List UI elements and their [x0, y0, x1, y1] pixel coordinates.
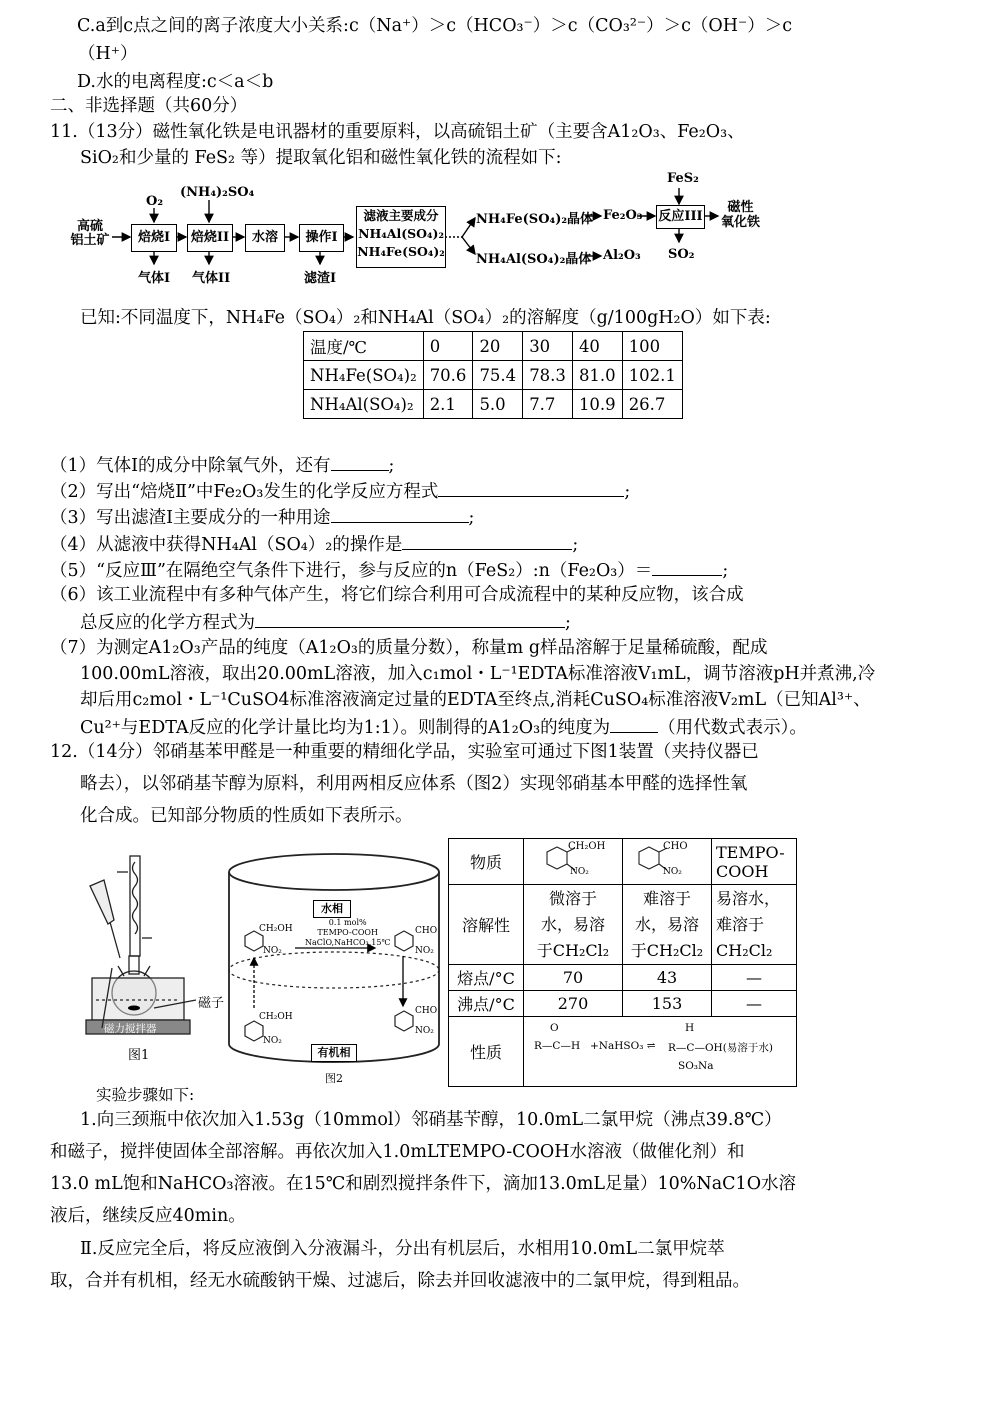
table-row [449, 839, 797, 885]
q11-intro-line1: 11.（13分）磁性氧化铁是电讯器材的重要原料，以高硫铝土矿（主要含A1₂O₃、Fe₂O₃、 [50, 122, 745, 142]
question-6-line2: 总反应的化学方程式为 ; [80, 609, 571, 635]
question-2: （2）写出“焙烧Ⅱ”中Fe₂O₃发生的化学反应方程式 ; [50, 478, 630, 504]
product-note: OH(易溶于水) [704, 1041, 773, 1054]
table-row [304, 361, 683, 390]
q5-text: （5）“反应Ⅲ”在隔绝空气条件下进行，参与反应的n（FeS₂）:n（Fe₂O₃）＝ [50, 561, 653, 581]
table-cell: NH₄Fe(SO₄)₂ [304, 361, 424, 390]
r-label: R [668, 1041, 676, 1054]
o2-label: O₂ [146, 194, 164, 209]
known-solubility-text: 已知:不同温度下，NH₄Fe（SO₄）₂和NH₄Al（SO₄）₂的溶解度（g/100gH₂O）如下表: [80, 308, 771, 328]
table-cell: 270 [524, 991, 623, 1017]
so3na-label: SO₃Na [678, 1059, 714, 1072]
cell-line: 水，易溶 [540, 914, 605, 934]
table-cell: 30 [523, 332, 573, 361]
step2-line2: 取，合并有机相，经无水硫酸钠干燥、过滤后，除去并回收滤液中的二氯甲烷，得到粗品。 [50, 1271, 750, 1291]
steps-title: 实验步骤如下: [96, 1086, 195, 1104]
step1-line2: 和磁子，搅拌使固体全部溶解。再依次加入1.0mLTEMPO-COOH水溶液（做催化剂）和 [50, 1142, 745, 1162]
q12-intro-line2: 略去），以邻硝基苄醇为原料，利用两相反应体系（图2）实现邻硝基本甲醛的选择性氧 [80, 774, 748, 794]
table-cell: 81.0 [572, 361, 622, 390]
r-label: R [534, 1039, 542, 1052]
option-c-line1: C.a到c点之间的离子浓度大小关系:c（Na⁺）＞c（HCO₃⁻）＞c（CO₃²⁻）＞c（OH⁻）＞c [77, 16, 793, 36]
fe2o3-label: Fe₂O₃ [603, 208, 643, 223]
table-cell: — [712, 965, 797, 991]
no2-top-right: NO₂ [415, 946, 434, 956]
filtrate-title: 滤液主要成分 [363, 208, 439, 223]
q3-text: （3）写出滤渣Ⅰ主要成分的一种用途 [50, 508, 331, 528]
cond-line2: TEMPO-COOH [317, 928, 378, 937]
product-center: R—C—OH(易溶于水) [668, 1041, 773, 1054]
raw-line1: 高硫 [76, 219, 103, 234]
table-cell: NH₄Al(SO₄)₂ [304, 390, 424, 419]
residue1-label: 滤渣I [304, 271, 337, 286]
fes2-label: FeS₂ [667, 171, 699, 186]
no2-top-left: NO₂ [263, 946, 282, 956]
r-group: R—C—H [534, 1039, 581, 1052]
question-4: （4）从滤液中获得NH₄Al（SO₄）₂的操作是 ; [50, 531, 578, 557]
option-c-line2: （H⁺） [78, 44, 138, 64]
filtrate-al: NH₄Al(SO₄)₂ [358, 226, 444, 241]
question-7-line4 [80, 714, 807, 740]
reaction3-box: 反应III [656, 205, 705, 229]
step1-line3: 13.0 mL饱和NaHCO₃溶液。在15℃和剧烈搅拌条件下，滴加13.0mL足量）10%NaC1O水溶 [50, 1174, 797, 1194]
al2o3-label: Al₂O₃ [603, 248, 641, 263]
table-cell: 40 [572, 332, 622, 361]
table-cell [524, 1017, 797, 1087]
roast1-box: 焙烧I [131, 224, 177, 252]
oxygen-label: O [550, 1021, 559, 1034]
figure1-apparatus [72, 848, 232, 1063]
cell-line: 微溶于 [548, 888, 597, 908]
question-7-line2: 100.00mL溶液，取出20.00mL溶液，加入c₁mol・L⁻¹EDTA标准溶液V₁mL，调节溶液pH并煮沸,冷 [80, 664, 876, 684]
q11-intro-line2: SiO₂和少量的 FeS₂ 等）提取氧化铝和磁性氧化铁的流程如下: [80, 148, 562, 168]
table-cell: 70 [524, 965, 623, 991]
cell-line: 于CH₂Cl₂ [630, 940, 704, 960]
answer-blank[interactable] [438, 478, 624, 497]
cell-line: 于CH₂Cl₂ [536, 940, 610, 960]
ammonium-sulfate-label: (NH₄)₂SO₄ [180, 185, 255, 200]
table-row [304, 390, 683, 419]
question-3: （3）写出滤渣Ⅰ主要成分的一种用途 ; [50, 504, 474, 530]
raw-line2: 铝土矿 [70, 233, 110, 248]
operation1-box: 操作I [299, 224, 344, 252]
table-cell [623, 839, 712, 885]
answer-blank[interactable] [652, 557, 722, 576]
no2-bottom-right: NO₂ [415, 1026, 434, 1036]
q4-text: （4）从滤液中获得NH₄Al（SO₄）₂的操作是 [50, 535, 403, 555]
no2-bottom-left: NO₂ [263, 1036, 282, 1046]
reaction-arrow-text: +NaHSO₃ ⇌ [590, 1039, 656, 1052]
cell-line: 水，易溶 [634, 914, 699, 934]
q1-text: （1）气体I的成分中除氧气外，还有 [50, 456, 331, 476]
gas1-label: 气体I [138, 271, 171, 286]
cond-line3: NaClO,NaHCO₃,15℃ [305, 938, 391, 947]
table-cell: 43 [623, 965, 712, 991]
cell-line: 难溶于 [716, 914, 765, 934]
table-cell [524, 839, 623, 885]
cho-top: CHO [415, 926, 438, 936]
ch2oh-bottom: CH₂OH [259, 1012, 293, 1022]
so2-label: SO₂ [668, 247, 695, 262]
table-cell: 性质 [449, 1017, 524, 1087]
cho-label: CHO [663, 841, 688, 852]
q12-intro-line3: 化合成。已知部分物质的性质如下表所示。 [80, 806, 413, 826]
gas2-label: 气体II [192, 271, 231, 286]
filtrate-fe: NH₄Fe(SO₄)₂ [357, 244, 445, 259]
step1-line1: 1.向三颈瓶中依次加入1.53g（10mmol）邻硝基苄醇，10.0mL二氯甲烷（沸点39.8℃） [80, 1110, 782, 1130]
table-cell: 0 [423, 332, 473, 361]
product-label [721, 200, 760, 230]
table-cell: 5.0 [473, 390, 523, 419]
h-label: H [570, 1039, 581, 1052]
property-table [448, 838, 797, 1087]
dissolve-box: 水溶 [245, 224, 285, 252]
table-cell: TEMPO-COOH [712, 839, 797, 885]
table-cell: 7.7 [523, 390, 573, 419]
q6-text: 总反应的化学方程式为 [80, 613, 255, 633]
table-row [449, 1017, 797, 1087]
cho-bottom: CHO [415, 1006, 438, 1016]
table-cell: 温度/℃ [304, 332, 424, 361]
table-cell: 78.3 [523, 361, 573, 390]
cell-line: CH₂Cl₂ [716, 940, 773, 960]
q12-intro-line1: 12.（14分）邻硝基苯甲醛是一种重要的精细化学品，实验室可通过下图1装置（夹持仪器已 [50, 742, 759, 762]
answer-blank[interactable] [331, 504, 469, 523]
solubility-table [303, 331, 683, 419]
ch2oh-label: CH₂OH [568, 841, 606, 852]
table-cell [623, 885, 712, 965]
figure2-caption: 图2 [325, 1072, 343, 1085]
table-cell: 沸点/°C [449, 991, 524, 1017]
fe-crystal-label: NH₄Fe(SO₄)₂晶体 [476, 212, 594, 227]
step2-line1: Ⅱ.反应完全后，将反应液倒入分液漏斗，分出有机层后，水相用10.0mL二氯甲烷萃 [80, 1239, 725, 1259]
question-7-line3: 却后用c₂mol・L⁻¹CuSO4标准溶液滴定过量的EDTA至终点,消耗CuSO₄标准溶液V₂mL（已知Al³⁺、 [80, 690, 871, 710]
q7-text: Cu²⁺与EDTA反应的化学计量比均为1:1）。则制得的A1₂O₃的纯度为 [80, 718, 611, 738]
raw-material-label [70, 220, 110, 248]
answer-blank[interactable] [610, 714, 658, 733]
step1-line4: 液后，继续反应40min。 [50, 1206, 246, 1226]
table-row [449, 965, 797, 991]
table-row [449, 991, 797, 1017]
table-cell: 溶解性 [449, 885, 524, 965]
table-cell: 100 [622, 332, 682, 361]
table-cell: 物质 [449, 839, 524, 885]
h-top: H [685, 1021, 695, 1034]
section-two-heading: 二、非选择题（共60分） [50, 96, 248, 116]
table-cell: 熔点/°C [449, 965, 524, 991]
question-7-line1: （7）为测定A1₂O₃产品的纯度（A1₂O₃的质量分数），称量m g样品溶解于足量稀硫酸，配成 [50, 638, 768, 658]
cell-line: 难溶于 [642, 888, 691, 908]
table-cell: 2.1 [423, 390, 473, 419]
q7-tail: （用代数式表示）。 [658, 718, 807, 738]
answer-blank[interactable] [402, 531, 572, 550]
table-cell: 70.6 [423, 361, 473, 390]
table-cell: 10.9 [572, 390, 622, 419]
process-flow-diagram [70, 168, 770, 288]
table-cell: 26.7 [622, 390, 682, 419]
reaction-conditions [305, 918, 390, 948]
cond-line1: 0.1 mol% [328, 918, 367, 927]
product-line2: 氧化铁 [721, 215, 761, 230]
no2-label: NO₂ [570, 867, 589, 877]
al-crystal-label: NH₄Al(SO₄)₂晶体 [476, 252, 592, 267]
table-cell [524, 885, 623, 965]
no2-label: NO₂ [663, 867, 682, 877]
question-1: （1）气体I的成分中除氧气外，还有 ; [50, 452, 394, 478]
answer-blank[interactable] [255, 609, 565, 628]
table-cell: — [712, 991, 797, 1017]
organic-phase-label: 有机相 [311, 1044, 357, 1062]
stirrer-label: 磁力搅拌器 [104, 1023, 157, 1035]
roast2-box: 焙烧II [187, 224, 233, 252]
bisulfite-reaction [528, 1020, 792, 1084]
ch2oh-top: CH₂OH [259, 924, 293, 934]
table-cell [712, 885, 797, 965]
aqueous-phase-label: 水相 [313, 900, 351, 918]
q2-text: （2）写出“焙烧Ⅱ”中Fe₂O₃发生的化学反应方程式 [50, 482, 439, 502]
table-cell: 75.4 [473, 361, 523, 390]
table-cell: 153 [623, 991, 712, 1017]
cell-line: 易溶水， [716, 888, 781, 908]
figure2-two-phase [225, 848, 443, 1088]
figure1-caption: 图1 [128, 1048, 150, 1063]
table-cell: 20 [473, 332, 523, 361]
table-row [304, 332, 683, 361]
table-row [449, 885, 797, 965]
question-6-line1: （6）该工业流程中有多种气体产生，将它们综合利用可合成流程中的某种反应物，该合成 [50, 585, 744, 605]
table-cell: 102.1 [622, 361, 682, 390]
question-5: （5）“反应Ⅲ”在隔绝空气条件下进行，参与反应的n（FeS₂）:n（Fe₂O₃）＝ ; [50, 557, 728, 583]
filtrate-box [356, 206, 446, 268]
option-d: D.水的电离程度:c＜a＜b [77, 72, 274, 92]
product-line1: 磁性 [727, 200, 754, 215]
answer-blank[interactable] [331, 452, 389, 471]
stir-bar-label: 磁子 [198, 996, 225, 1011]
